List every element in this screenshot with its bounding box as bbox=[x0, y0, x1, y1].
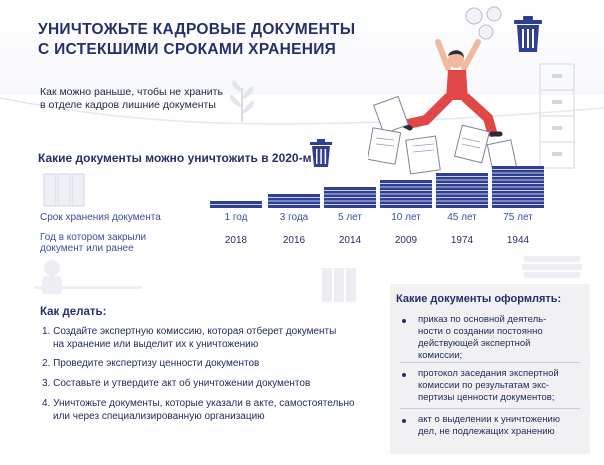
page-title bbox=[38, 20, 355, 60]
title-line-1: УНИЧТОЖЬТЕ КАДРОВЫЕ ДОКУМЕНТЫ bbox=[38, 21, 356, 38]
closing-year-cell: 2014 bbox=[338, 235, 362, 246]
document-stacks-chart bbox=[200, 160, 580, 210]
how-title: Как делать: bbox=[40, 306, 107, 318]
document-stack bbox=[210, 201, 262, 208]
step-item: 1. Создайте экспертную комиссию, которая отберет документы на хранение или выделит их к уничтожению bbox=[42, 326, 337, 350]
closing-year-cell: 2016 bbox=[282, 235, 306, 246]
closing-year-label-line-1: Год в котором закрыли bbox=[40, 232, 147, 243]
closing-year-cell: 2009 bbox=[394, 235, 418, 246]
document-item: приказ по основной деятель- ности о создании постоянно действующей экспертной комиссии; bbox=[418, 314, 547, 361]
subtitle-line-1: Как можно раньше, чтобы не хранить bbox=[40, 86, 223, 98]
retention-period-cell: 3 года bbox=[279, 212, 309, 223]
step-item: 2. Проведите экспертизу ценности документов bbox=[42, 358, 260, 369]
bullet-icon bbox=[402, 419, 406, 423]
subtitle-line-2: в отделе кадров лишние документы bbox=[40, 99, 216, 111]
divider bbox=[400, 408, 580, 409]
document-stack bbox=[324, 187, 376, 208]
document-item: акт о выделении к уничтожению дел, не подлежащих хранению bbox=[418, 414, 560, 437]
cabinet-decoration bbox=[538, 62, 578, 172]
step-item: 4. Уничтожьте документы, которые указали в акте, самостоятельно или через специализированную организацию bbox=[42, 398, 355, 422]
document-stack bbox=[436, 173, 488, 208]
document-stack bbox=[268, 194, 320, 208]
subtitle bbox=[40, 86, 240, 112]
retention-period-label: Срок хранения документа bbox=[40, 212, 161, 223]
binders-decoration bbox=[42, 172, 122, 208]
retention-period-cell: 45 лет bbox=[447, 212, 477, 223]
paper-stack-decoration bbox=[518, 250, 588, 286]
closing-year-cell: 2018 bbox=[224, 235, 248, 246]
retention-period-cell: 75 лет bbox=[503, 212, 533, 223]
retention-period-cell: 5 лет bbox=[338, 212, 362, 223]
retention-period-cell: 1 год bbox=[224, 212, 248, 223]
leaf-decoration-icon bbox=[222, 78, 262, 123]
documents-panel-title: Какие документы оформлять: bbox=[396, 293, 562, 305]
document-stack bbox=[492, 166, 544, 208]
retention-period-cell: 10 лет bbox=[391, 212, 421, 223]
section-title: Какие документы можно уничтожить в 2020-м bbox=[38, 151, 312, 165]
bullet-icon bbox=[402, 373, 406, 377]
closing-year-cell: 1944 bbox=[506, 235, 530, 246]
closing-year-cell: 1974 bbox=[450, 235, 474, 246]
bullet-icon bbox=[402, 319, 406, 323]
title-line-2: С ИСТЕКШИМИ СРОКАМИ ХРАНЕНИЯ bbox=[38, 41, 337, 58]
step-item: 3. Составьте и утвердите акт об уничтожении документов bbox=[42, 378, 311, 389]
desk-decoration bbox=[34, 256, 144, 300]
divider bbox=[400, 362, 580, 363]
document-stack bbox=[380, 180, 432, 208]
closing-year-label-line-2: документ или ранее bbox=[40, 243, 134, 254]
bookends-decoration bbox=[318, 264, 368, 304]
document-item: протокол заседания экспертной комиссии по результатам экс- пертизы ценности документов; bbox=[418, 368, 559, 403]
closing-year-label bbox=[40, 232, 146, 254]
